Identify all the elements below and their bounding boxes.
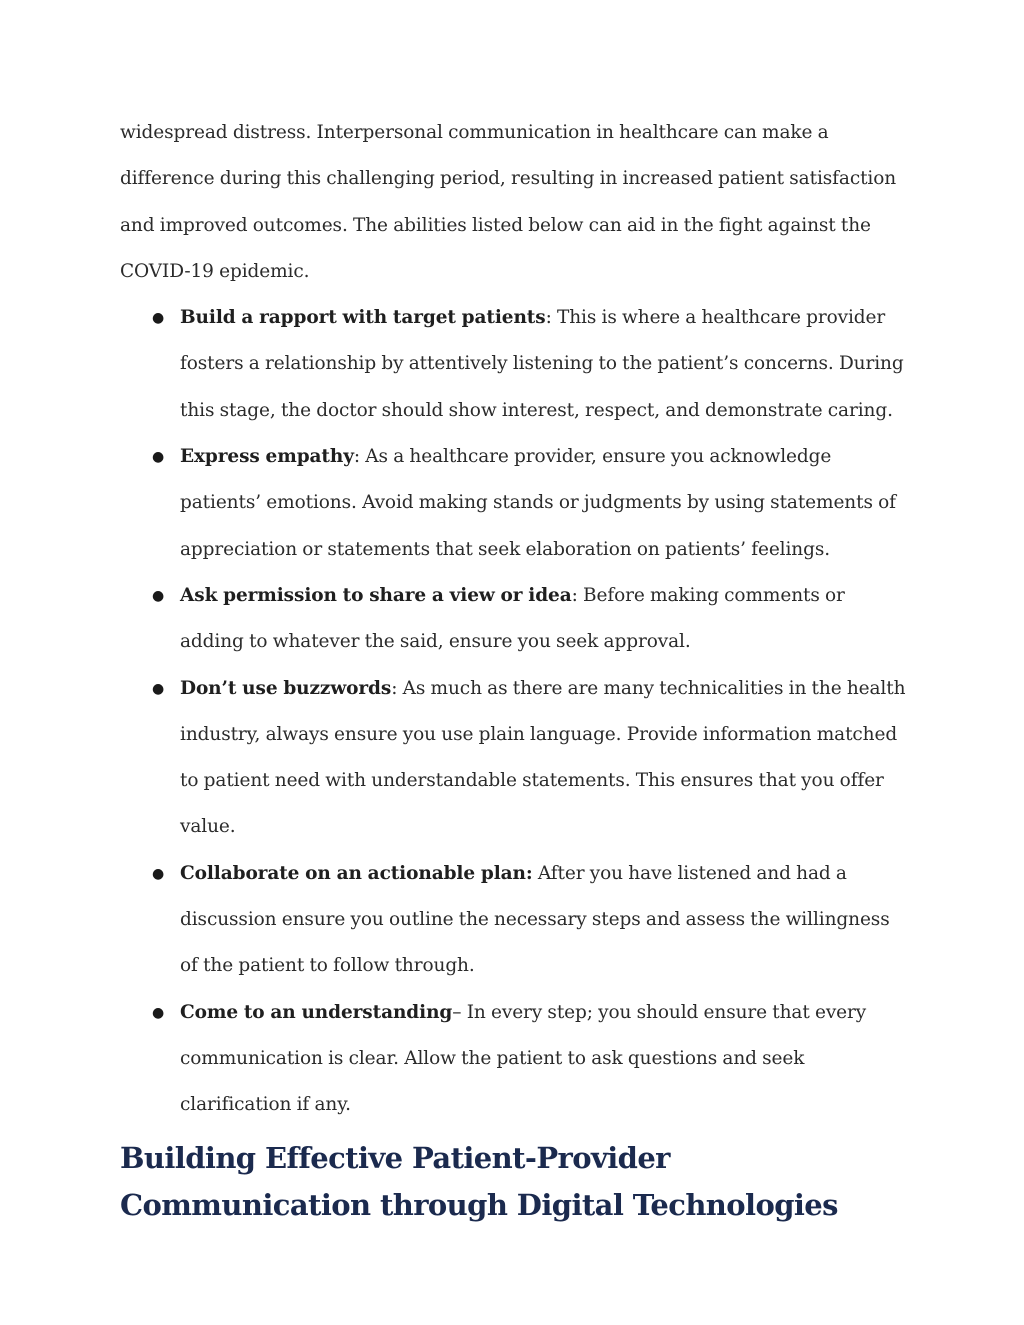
list-item [120, 990, 910, 1129]
bullet-text: After you have listened and had a discussion ensure you outline the necessary steps and assess the willingness of the patient to follow through. [180, 862, 890, 977]
list-item [120, 573, 910, 666]
list-item [120, 666, 910, 851]
bullet-icon: ● [152, 680, 165, 697]
bullet-text: : Before making comments or adding to whatever the said, ensure you seek approval. [180, 584, 845, 653]
list-item [120, 851, 910, 990]
bullet-text: : As a healthcare provider, ensure you acknowledge patients’ emotions. Avoid making stands or judgments by using statements of appreciation or statements that seek elaboration on patients’ feelings. [180, 446, 896, 560]
bullet-icon: ● [152, 865, 165, 882]
bullet-title: Collaborate on an actionable plan: [180, 862, 533, 884]
bullet-title: Build a rapport with target patients [180, 307, 546, 329]
bullet-icon: ● [152, 587, 165, 604]
bullet-icon: ● [152, 449, 165, 466]
bullet-title: Express empathy [180, 446, 354, 468]
intro-paragraph: widespread distress. Interpersonal communication in healthcare can make a difference during this challenging period, resulting in increased patient satisfaction and improved outcomes. The abilities listed below can aid in the fight against the COVID-19 epidemic. [120, 122, 897, 282]
list-item [120, 434, 910, 573]
skills-list [120, 295, 910, 1128]
section-heading: Building Effective Patient-Provider Communication through Digital Technologies [120, 1140, 838, 1222]
bullet-text: : As much as there are many technicalities in the health industry, always ensure you use plain language. Provide information matched to patient need with understandable statements. This ensures that you offer value. [180, 677, 906, 838]
bullet-icon: ● [152, 310, 165, 327]
bullet-text: : This is where a healthcare provider fosters a relationship by attentively listening to the patient’s concerns. During this stage, the doctor should show interest, respect, and demonstrate caring. [180, 307, 904, 421]
bullet-text: – In every step; you should ensure that every communication is clear. Allow the patient to ask questions and seek clarification if any. [180, 1001, 867, 1116]
bullet-title: Ask permission to share a view or idea [180, 584, 572, 606]
document-page [120, 110, 910, 1229]
list-item [120, 295, 910, 434]
bullet-icon: ● [152, 1004, 165, 1021]
bullet-title: Come to an understanding [180, 1001, 453, 1023]
bullet-title: Don’t use buzzwords [180, 677, 392, 699]
